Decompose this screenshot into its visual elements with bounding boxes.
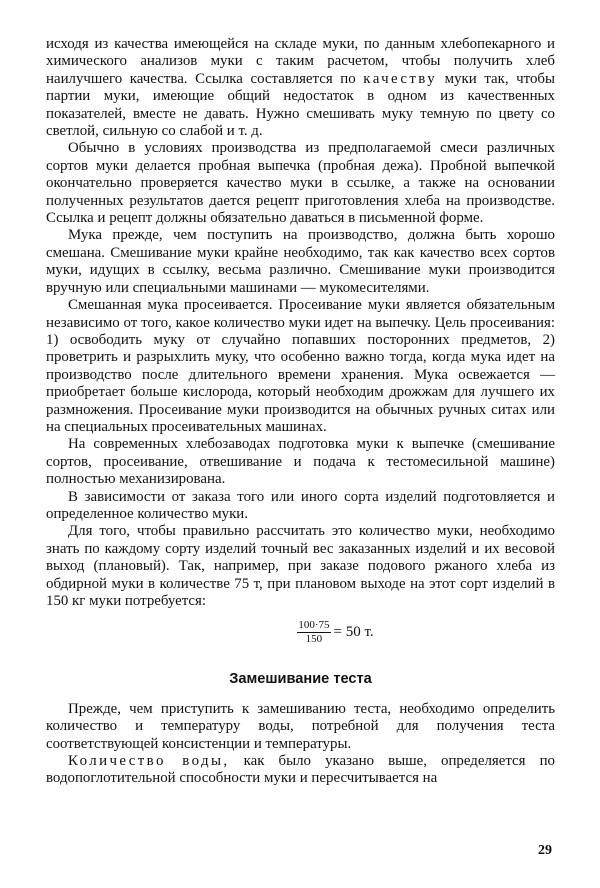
fraction-numerator: 100·75 — [298, 618, 330, 631]
fraction-denominator: 150 — [305, 632, 323, 645]
paragraph: Смешанная мука просеивается. Просеивание муки является обязательным независимо от того, какое количество муки идет на выпечку. Цель просеивания: 1) освободить муку от случайно попавших посторонних предметов, 2) проветрить и разрыхлить муку, что особенно важно тогда, когда мука идет на производство после длительного времени хранения. Мука освежается — приобретает больше кислорода, который необходим дрожжам для лучшего их размножения. Просеивание муки производится на обычных ручных ситах или на специальных просеивательных машинах. — [46, 297, 555, 435]
page-content — [46, 36, 555, 788]
formula — [46, 612, 555, 652]
section-heading: Замешивание теста — [229, 671, 372, 688]
formula-result: = 50 т. — [333, 623, 374, 640]
paragraph-continuation — [46, 36, 555, 140]
paragraph: На современных хлебозаводах подготовка муки к выпечке (смешивание сортов, просеивание, отвешивание и подача к тестомесильной машине) полностью механизирована. — [46, 436, 555, 488]
spaced-emphasis: Количество воды, — [68, 753, 230, 770]
spaced-emphasis: качеству — [363, 70, 438, 87]
paragraph: Для того, чтобы правильно рассчитать это количество муки, необходимо знать по каждому сорту изделий точный вес заказанных изделий и их весовой выход (плановый). Так, например, при заказе подового ржаного хлеба из обдирной муки в количестве 75 т, при плановом выходе на этот сорт изделий в 150 кг муки потребуется: — [46, 523, 555, 609]
page-number: 29 — [538, 843, 552, 858]
paragraph — [46, 753, 555, 788]
paragraph: Мука прежде, чем поступить на производство, должна быть хорошо смешана. Смешивание муки крайне необходимо, так как качество всех сортов муки, идущих в ссылку, весьма различно. Смешивание муки производится вручную или специальными машинами — мукомесителями. — [46, 227, 555, 296]
text-run: исходя из качества имеющейся на складе муки, по данным хлебопекарного и химического анализов муки с таким расчетом, чтобы получить хлеб наилучшего качества. Ссылка составляется по — [46, 36, 555, 87]
paragraph: В зависимости от заказа того или иного сорта изделий подготовляется и определенное количество муки. — [46, 488, 555, 522]
paragraph: Прежде, чем приступить к замешиванию теста, необходимо определить количество и температуру воды, потребной для получения теста соответствующей консистенции и температуры. — [46, 700, 555, 752]
text-run: как было указано выше, определяется по водопоглотительной способности муки и пересчитывается на — [46, 753, 555, 787]
text-run: муки так, чтобы партии муки, имеющие общий недостаток в одном из качественных показателей, вместе не давать. Нужно смешивать муку темную по цвету со светлой, сильную со слабой и т. д. — [46, 70, 555, 140]
fraction — [297, 619, 330, 646]
paragraph: Обычно в условиях производства из предполагаемой смеси различных сортов муки делается пробная выпечка (пробная дежа). Пробной выпечкой окончательно проверяется качество муки в ссылке, а также на основании полученных результатов дается рецепт приготовления хлеба на производстве. Ссылка и рецепт должны обязательно даваться в письменной форме. — [46, 140, 555, 227]
